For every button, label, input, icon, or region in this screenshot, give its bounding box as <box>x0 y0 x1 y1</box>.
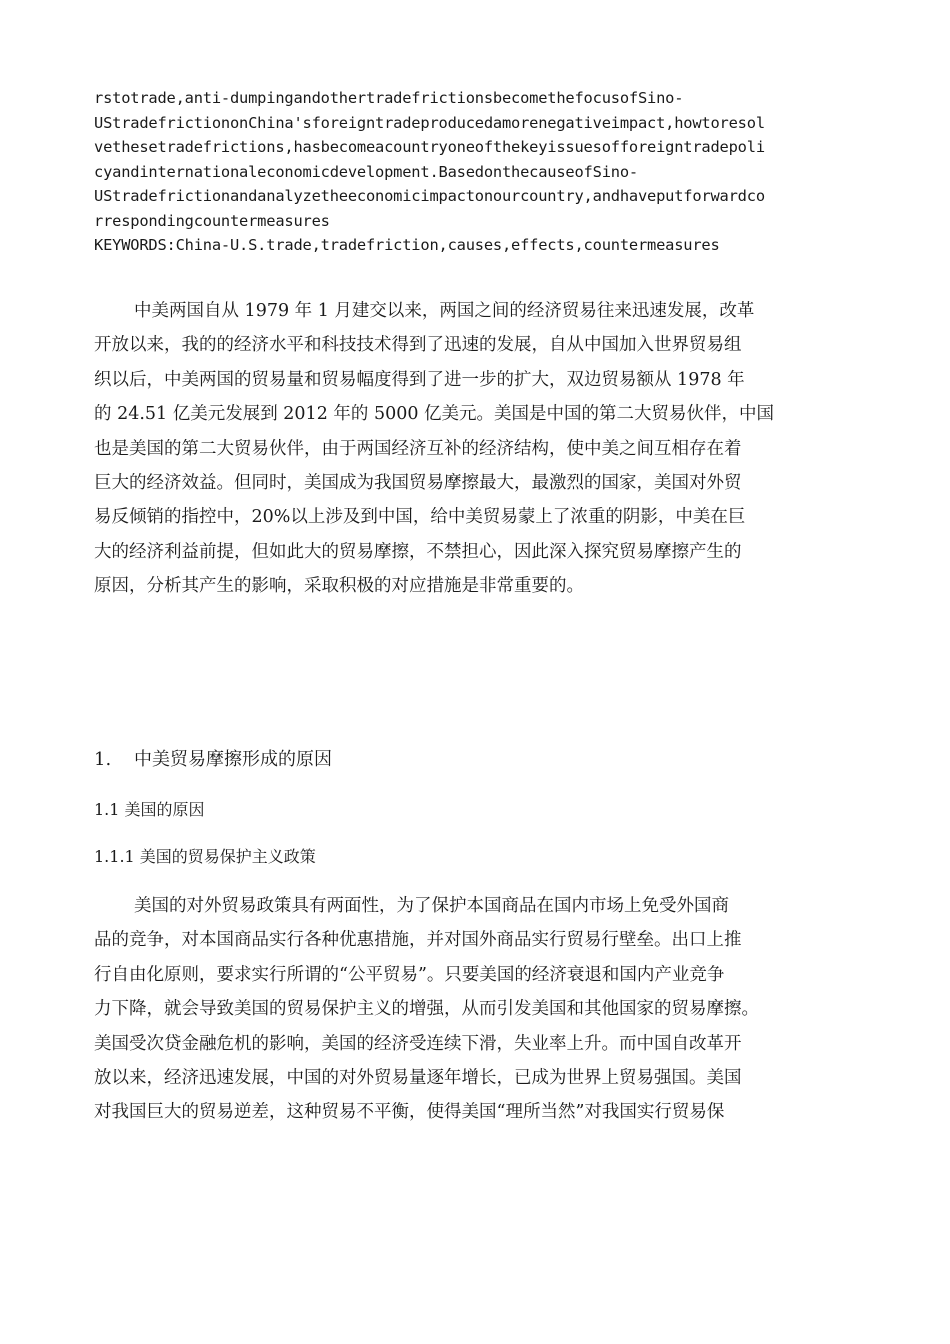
paragraph-line: 力下降，就会导致美国的贸易保护主义的增强，从而引发美国和其他国家的贸易摩擦。 <box>94 999 759 1020</box>
paragraph-line: 对我国巨大的贸易逆差，这种贸易不平衡，使得美国“理所当然”对我国实行贸易保 <box>94 1102 725 1123</box>
paragraph-line: 大的经济利益前提，但如此大的贸易摩擦，不禁担心，因此深入探究贸易摩擦产生的 <box>94 541 742 562</box>
body-paragraph <box>94 889 854 1130</box>
paragraph-line: 中美两国自从 1979 年 1 月建交以来，两国之间的经济贸易往来迅速发展，改革 <box>134 301 755 321</box>
paragraph-line: 美国受次贷金融危机的影响，美国的经济受连续下滑，失业率上升。而中国自改革开 <box>94 1033 742 1054</box>
keywords-line: KEYWORDS:China-U.S.trade,tradefriction,causes,effects,countermeasures <box>94 236 720 254</box>
subsubsection-heading: 1.1.1 美国的贸易保护主义政策 <box>94 847 316 866</box>
abstract-line: rrespondingcountermeasures <box>94 211 330 230</box>
paragraph-line: 织以后，中美两国的贸易量和贸易幅度得到了进一步的扩大，双边贸易额从 1978 年 <box>94 369 745 390</box>
english-abstract <box>94 86 874 258</box>
abstract-line: cyandinternationaleconomicdevelopment.BasedonthecauseofSino- <box>94 162 638 181</box>
section-number: 1. <box>94 749 112 770</box>
paragraph-line: 也是美国的第二大贸易伙伴，由于两国经济互补的经济结构，使中美之间互相存在着 <box>94 438 742 459</box>
paragraph-line: 开放以来，我的的经济水平和科技技术得到了迅速的发展，自从中国加入世界贸易组 <box>94 335 742 356</box>
abstract-line: rstotrade,anti-dumpingandothertradefrictionsbecomethefocusofSino- <box>94 89 684 107</box>
paragraph-line: 巨大的经济效益。但同时，美国成为我国贸易摩擦最大，最激烈的国家，美国对外贸 <box>94 473 742 494</box>
abstract-line: vethesetradefrictions,hasbecomeacountryoneofthekeyissuesofforeigntradepoli <box>94 138 765 156</box>
paragraph-line: 原因，分析其产生的影响，采取积极的对应措施是非常重要的。 <box>94 576 584 597</box>
paragraph-line: 品的竞争，对本国商品实行各种优惠措施，并对国外商品实行贸易行壁垒。出口上推 <box>94 930 742 951</box>
paragraph-line: 行自由化原则，要求实行所谓的“公平贸易”。只要美国的经济衰退和国内产业竞争 <box>94 964 725 985</box>
intro-paragraph <box>94 294 854 604</box>
section-title: 中美贸易摩擦形成的原因 <box>134 749 332 770</box>
paragraph-line: 易反倾销的指控中，20%以上涉及到中国，给中美贸易蒙上了浓重的阴影，中美在巨 <box>94 507 746 528</box>
abstract-line: UStradefrictiononChina'sforeigntradeproducedamorenegativeimpact,howtoresol <box>94 113 765 132</box>
section-heading <box>94 746 332 774</box>
paragraph-line: 美国的对外贸易政策具有两面性，为了保护本国商品在国内市场上免受外国商 <box>134 896 729 916</box>
paragraph-line: 放以来，经济迅速发展，中国的对外贸易量逐年增长，已成为世界上贸易强国。美国 <box>94 1068 742 1089</box>
paragraph-line: 的 24.51 亿美元发展到 2012 年的 5000 亿美元。美国是中国的第二大贸易伙伴，中国 <box>94 404 775 425</box>
abstract-line: UStradefrictionandanalyzetheeconomicimpactonourcountry,andhaveputforwardco <box>94 187 765 205</box>
subsection-heading: 1.1 美国的原因 <box>94 800 205 819</box>
